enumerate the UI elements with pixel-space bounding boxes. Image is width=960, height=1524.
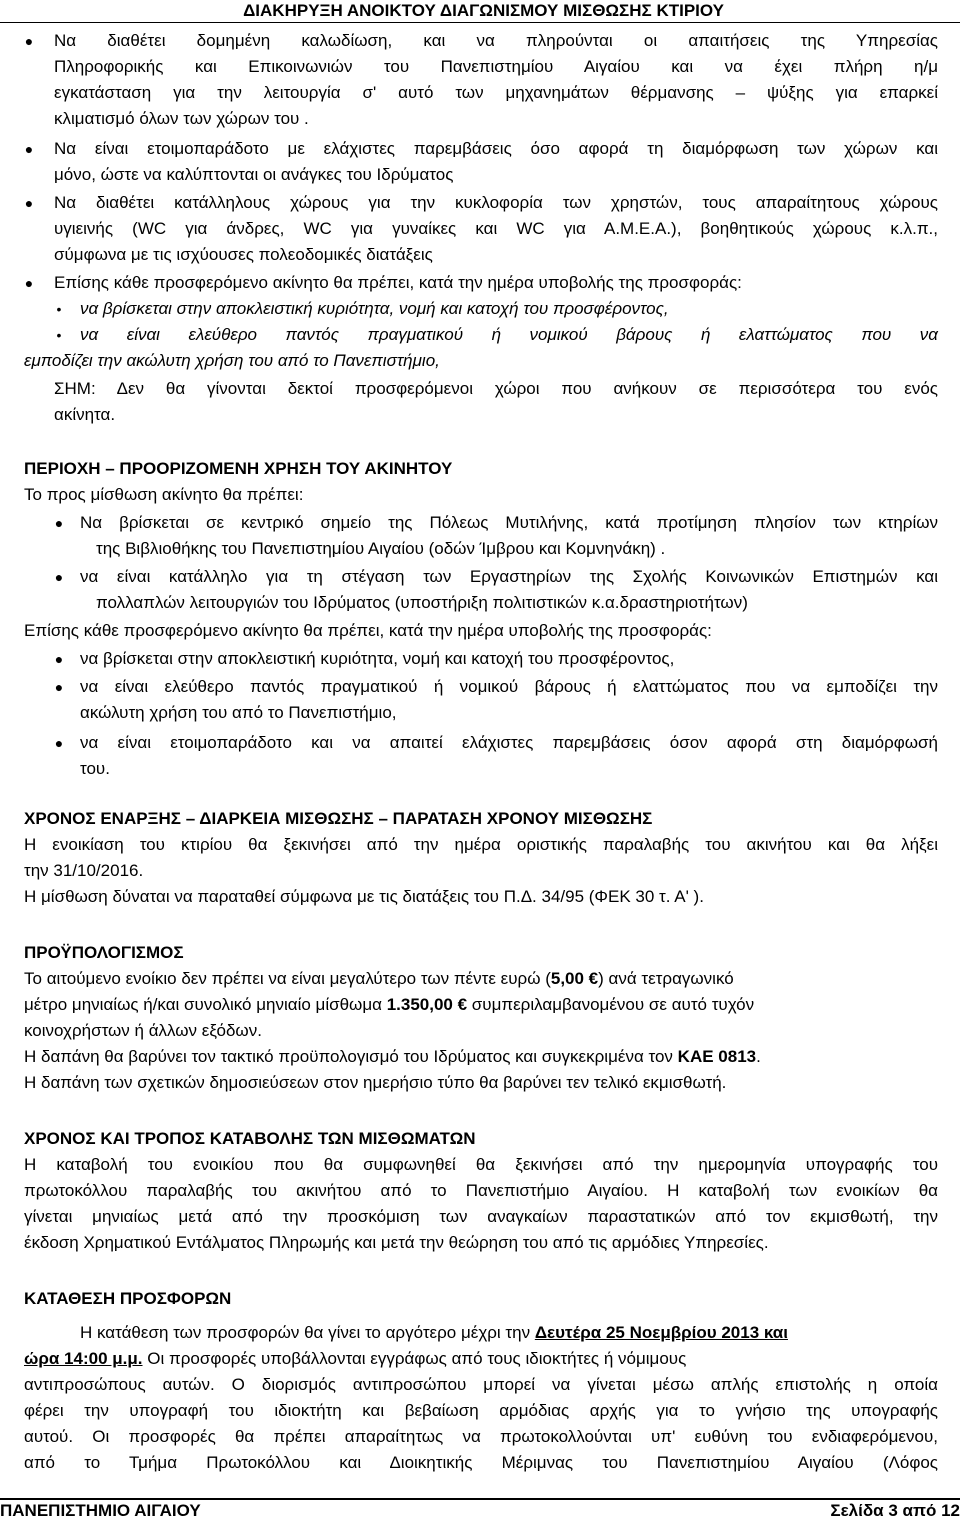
paragraph-line: να είναι ελεύθερο παντός πραγματικού ή νομικού βάρους ή ελαττώματος που να εμποδίζει την [80, 677, 938, 696]
deadline-date: Δευτέρα 25 Νοεμβρίου 2013 και [534, 1323, 788, 1342]
paragraph-line: ΣΗΜ: Δεν θα γίνονται δεκτοί προσφερόμενοι χώροι που ανήκουν σε περισσότερα του ενός [54, 379, 938, 398]
paragraph-line: εμποδίζει την ακώλυτη χρήση του από το Πανεπιστήμιο, [24, 351, 440, 370]
bullet: ● [54, 735, 64, 751]
bullet: ● [24, 33, 34, 49]
bullet: ● [54, 651, 64, 667]
paragraph-line: Να διαθέτει κατάλληλους χώρους για την κυκλοφορία των χρηστών, τους απαραίτητους χώρους [54, 193, 938, 212]
bullet: ● [54, 515, 64, 531]
sub-bullet: • [56, 301, 62, 317]
paragraph-line: Να είναι ετοιμοπαράδοτο με ελάχιστες παρεμβάσεις όσο αφορά τη διαμόρφωση των χώρων και [54, 139, 938, 158]
section-title: ΠΡΟΫΠΟΛΟΓΙΣΜΟΣ [24, 943, 184, 962]
bullet: ● [54, 679, 64, 695]
monthly-rent-max: 1.350,00 € [386, 995, 468, 1014]
paragraph-line: Η ενοικίαση του κτιρίου θα ξεκινήσει από την ημέρα οριστικής παραλαβής του ακινήτου και θα λήξει [24, 835, 938, 854]
header-rule [0, 22, 960, 23]
text-run: μέτρο μηνιαίως ή/και συνολικό μηνιαίο μίσθωμα [24, 995, 382, 1014]
paragraph-line [24, 992, 754, 1018]
section-title: ΧΡΟΝΟΣ ΕΝΑΡΞΗΣ – ΔΙΑΡΚΕΙΑ ΜΙΣΘΩΣΗΣ – ΠΑΡΑΤΑΣΗ ΧΡΟΝΟΥ ΜΙΣΘΩΣΗΣ [24, 809, 653, 828]
footer-page-number: Σελίδα 3 από 12 [830, 1501, 960, 1520]
text-run: Οι προσφορές υποβάλλονται εγγράφως από τους ιδιοκτήτες ή νόμιμους [147, 1349, 687, 1368]
paragraph-line [24, 1044, 761, 1070]
paragraph-line: να είναι ετοιμοπαράδοτο και να απαιτεί ελάχιστες παρεμβάσεις όσον αφορά στη διαμόρφωσή [80, 733, 938, 752]
text-run: Η κατάθεση των προσφορών θα γίνει το αργότερο μέχρι την [80, 1323, 531, 1342]
paragraph-line: από το Τμήμα Πρωτοκόλλου και Διοικητικής Μέριμνας του Πανεπιστημίου Αιγαίου (Λόφος [24, 1453, 938, 1472]
paragraph-line: πολλαπλών λειτουργιών του Ιδρύματος (υποστήριξη πολιτιστικών κ.α.δραστηριοτήτων) [96, 593, 748, 612]
paragraph-line: κοινοχρήστων ή άλλων εξόδων. [24, 1021, 262, 1040]
text-run: Το αιτούμενο ενοίκιο δεν πρέπει να είναι μεγαλύτερο των πέντε ευρώ ( [24, 969, 551, 988]
paragraph-line: να είναι κατάλληλο για τη στέγαση των Εργαστηρίων της Σχολής Κοινωνικών Επιστημών και [80, 567, 938, 586]
paragraph-line [24, 1346, 686, 1372]
paragraph-line: να είναι ελεύθερο παντός πραγματικού ή νομικού βάρους ή ελαττώματος που να [80, 325, 938, 344]
paragraph-line: σύμφωνα με τις ισχύουσες πολεοδομικές διατάξεις [54, 245, 433, 264]
paragraph-line: Η καταβολή του ενοικίου που θα συμφωνηθεί θα ξεκινήσει από την ημερομηνία υπογραφής του [24, 1155, 938, 1174]
kae-code: ΚΑΕ 0813 [677, 1047, 757, 1066]
section-title: ΧΡΟΝΟΣ ΚΑΙ ΤΡΟΠΟΣ ΚΑΤΑΒΟΛΗΣ ΤΩΝ ΜΙΣΘΩΜΑΤΩΝ [24, 1129, 476, 1148]
paragraph-line: ακίνητα. [54, 405, 116, 424]
section-title: ΠΕΡΙΟΧΗ – ΠΡΟΟΡΙΖΟΜΕΝΗ ΧΡΗΣΗ ΤΟΥ ΑΚΙΝΗΤΟΥ [24, 459, 453, 478]
bullet: ● [24, 141, 34, 157]
rent-per-sqm: 5,00 € [550, 969, 599, 988]
paragraph-line: Πληροφορικής και Επικοινωνιών του Πανεπιστημίου Αιγαίου και να έχει πλήρη η/μ [54, 57, 938, 76]
paragraph-line: υγιεινής (WC για άνδρες, WC για γυναίκες και WC για Α.Μ.Ε.Α.), βοηθητικούς χώρους κ.λ.π., [54, 219, 938, 238]
header-title: ΔΙΑΚΗΡΥΞΗ ΑΝΟΙΚΤΟΥ ΔΙΑΓΩΝΙΣΜΟΥ ΜΙΣΘΩΣΗΣ ΚΤΙΡΙΟΥ [243, 1, 724, 20]
paragraph-line: να βρίσκεται στην αποκλειστική κυριότητα, νομή και κατοχή του προσφέροντος, [80, 299, 669, 318]
sub-bullet: • [56, 327, 62, 343]
paragraph-line: ακώλυτη χρήση του από το Πανεπιστήμιο, [80, 703, 397, 722]
paragraph-line: Να βρίσκεται σε κεντρικό σημείο της Πόλεως Μυτιλήνης, κατά προτίμηση πλησίον των κτηρίων [80, 513, 938, 532]
paragraph-line: Η μίσθωση δύναται να παραταθεί σύμφωνα με τις διατάξεις του Π.Δ. 34/95 (ΦΕΚ 30 τ. Α' ). [24, 887, 704, 906]
paragraph-line [80, 1320, 788, 1346]
paragraph-line: να βρίσκεται στην αποκλειστική κυριότητα, νομή και κατοχή του προσφέροντος, [80, 649, 675, 668]
paragraph-line: πρωτοκόλλου παραλαβής του ακινήτου από το Πανεπιστήμιο Αιγαίου. Η καταβολή των ενοικίων θα [24, 1181, 938, 1200]
paragraph-line: γίνεται μηνιαίως μετά από την προσκόμιση των αναγκαίων παραστατικών από τον εκμισθωτή, την [24, 1207, 938, 1226]
text-run: Η δαπάνη θα βαρύνει τον τακτικό προϋπολογισμό του Ιδρύματος και συγκεκριμένα τον [24, 1047, 673, 1066]
paragraph-line: Να διαθέτει δομημένη καλωδίωση, και να πληρούνται οι απαιτήσεις της Υπηρεσίας [54, 31, 938, 50]
paragraph-line: Επίσης κάθε προσφερόμενο ακίνητο θα πρέπει, κατά την ημέρα υποβολής της προσφοράς: [54, 273, 742, 292]
paragraph-line: της Βιβλιοθήκης του Πανεπιστημίου Αιγαίου (οδών Ίμβρου και Κομνηνάκη) . [96, 539, 666, 558]
paragraph-line: του. [80, 759, 110, 778]
paragraph-line: εγκατάσταση για την λειτουργία σ' αυτό των μηχανημάτων θέρμανσης – ψύξης για επαρκεί [54, 83, 938, 102]
paragraph-line: Το προς μίσθωση ακίνητο θα πρέπει: [24, 485, 304, 504]
section-title: ΚΑΤΑΘΕΣΗ ΠΡΟΣΦΟΡΩΝ [24, 1289, 232, 1308]
paragraph-line: Η δαπάνη των σχετικών δημοσιεύσεων στον ημερήσιο τύπο θα βαρύνει τεν τελικό εκμισθωτή. [24, 1073, 727, 1092]
paragraph-line: μόνο, ώστε να καλύπτονται οι ανάγκες του Ιδρύματος [54, 165, 454, 184]
bullet: ● [54, 569, 64, 585]
paragraph-line: αντιπροσώπους αυτών. Ο διορισμός αντιπροσώπου μπορεί να γίνεται μέσω απλής επιστολής η οποία [24, 1375, 938, 1394]
paragraph-line [24, 966, 734, 992]
paragraph-line: αυτού. Οι προσφορές θα πρέπει απαραίτητως να πρωτοκολλούνται υπ' ευθύνη του ενδιαφερόμενου, [24, 1427, 938, 1446]
bullet: ● [24, 275, 34, 291]
footer-university: ΠΑΝΕΠΙΣΤΗΜΙΟ ΑΙΓΑΙΟΥ [0, 1501, 201, 1520]
paragraph-line: Επίσης κάθε προσφερόμενο ακίνητο θα πρέπει, κατά την ημέρα υποβολής της προσφοράς: [24, 621, 712, 640]
paragraph-line: έκδοση Χρηματικού Εντάλματος Πληρωμής και μετά την θεώρηση του από τις αρμόδιες Υπηρεσίες. [24, 1233, 769, 1252]
bullet: ● [24, 195, 34, 211]
deadline-time: ώρα 14:00 μ.μ. [24, 1349, 143, 1368]
text-run: . [756, 1047, 761, 1066]
text-run: συμπεριλαμβανομένου σε αυτό τυχόν [471, 995, 755, 1014]
paragraph-line: την 31/10/2016. [24, 861, 144, 880]
paragraph-line: φέρει την υπογραφή του ιδιοκτήτη και βεβαίωση αρμόδιας αρχής για το γνήσιο της υπογραφής [24, 1401, 938, 1420]
text-run: ) ανά τετραγωνικό [598, 969, 734, 988]
paragraph-line: κλιματισμό όλων των χώρων του . [54, 109, 309, 128]
